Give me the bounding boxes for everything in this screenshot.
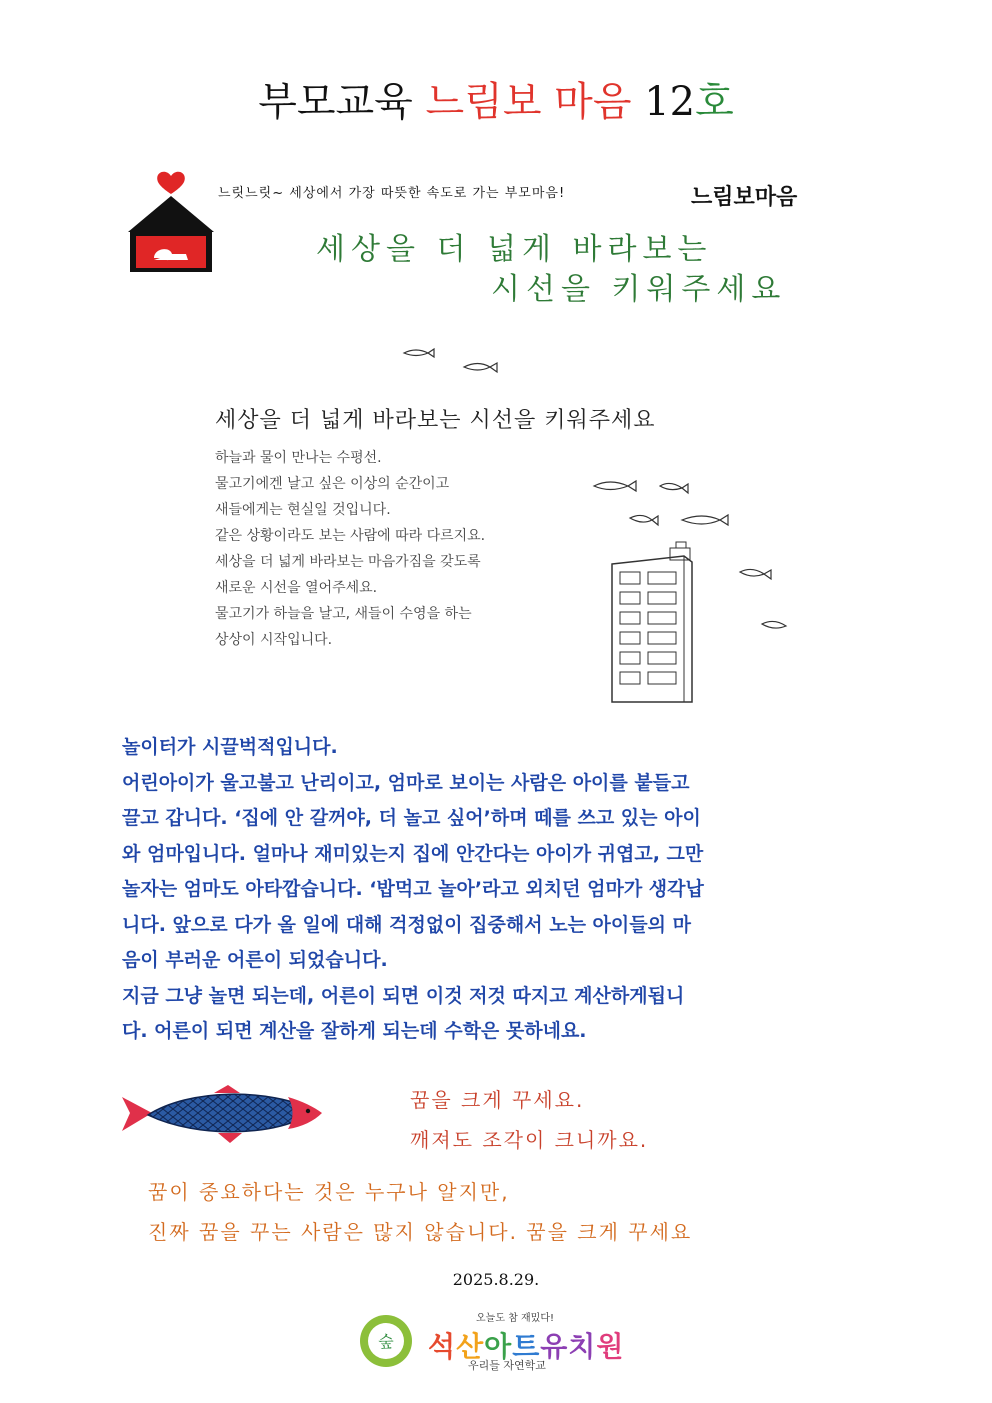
seal-logo-icon bbox=[358, 1313, 414, 1369]
title-part-4: 호 bbox=[695, 79, 734, 125]
essay-line: 다. 어른이 되면 계산을 잘하게 되는데 수학은 못하네요. bbox=[122, 1020, 587, 1042]
handwritten-line: 하늘과 물이 만나는 수평선. bbox=[215, 450, 382, 466]
kindergarten-name-char: 석 bbox=[428, 1330, 457, 1363]
essay-line: 놀자는 엄마도 아타깝습니다. ‘밥먹고 놀아’라고 외치던 엄마가 생각납 bbox=[122, 878, 704, 900]
kindergarten-motto: 오늘도 참 재밌다! bbox=[476, 1313, 554, 1324]
handwritten-line: 새로운 시선을 열어주세요. bbox=[215, 580, 378, 596]
issue-date: 2025.8.29. bbox=[452, 1270, 540, 1289]
house-heart-icon bbox=[126, 170, 216, 280]
seal-text: 숲 bbox=[378, 1332, 394, 1351]
title-part-1: 부모교육 bbox=[258, 79, 413, 125]
handwritten-line: 새들에게는 현실일 것입니다. bbox=[215, 502, 391, 518]
headline-line-1: 세상을 더 넓게 바라보는 bbox=[316, 232, 713, 267]
headline bbox=[316, 230, 786, 310]
title-part-3: 12 bbox=[644, 79, 696, 125]
apartment-building-icon bbox=[608, 540, 698, 705]
handwritten-line: 같은 상황이라도 보는 사람에 따라 다르지요. bbox=[215, 528, 486, 544]
kindergarten-name-char: 원 bbox=[596, 1330, 625, 1363]
tagline: 느릿느릿~ 세상에서 가장 따뜻한 속도로 가는 부모마음! bbox=[218, 186, 566, 201]
kindergarten-name-char: 아 bbox=[484, 1330, 513, 1363]
handwritten-body bbox=[215, 445, 485, 653]
essay-line: 음이 부러운 어른이 되었습니다. bbox=[122, 949, 388, 971]
handwritten-line: 물고기에겐 날고 싶은 이상의 순간이고 bbox=[215, 476, 450, 492]
dream-line-1: 꿈을 크게 꾸세요. bbox=[410, 1088, 585, 1112]
big-fish-illustration-icon bbox=[118, 1085, 328, 1145]
dream-closing bbox=[148, 1172, 692, 1252]
kindergarten-name-char: 유치 bbox=[540, 1330, 597, 1363]
handwritten-line: 세상을 더 넓게 바라보는 마음가짐을 갖도록 bbox=[215, 554, 481, 570]
essay-line: 끌고 갑니다. ‘집에 안 갈꺼야, 더 놀고 싶어’하며 떼를 쓰고 있는 아이 bbox=[122, 807, 701, 829]
kindergarten-name-char: 트 bbox=[512, 1330, 541, 1363]
title-part-2: 느림보 마음 bbox=[425, 79, 632, 125]
kindergarten-subtitle: 우리들 자연학교 bbox=[468, 1359, 546, 1372]
essay-line: 어린아이가 울고불고 난리이고, 엄마로 보이는 사람은 아이를 붙들고 bbox=[122, 771, 690, 794]
essay-text bbox=[122, 730, 878, 1050]
handwritten-line: 물고기가 하늘을 날고, 새들이 수영을 하는 bbox=[215, 606, 472, 622]
dream-quote bbox=[410, 1080, 648, 1160]
kindergarten-name-char: 산 bbox=[456, 1330, 485, 1363]
dream-line-4: 진짜 꿈을 꾸는 사람은 많지 않습니다. 꿈을 크게 꾸세요 bbox=[148, 1220, 693, 1244]
essay-line: 니다. 앞으로 다가 올 일에 대해 걱정없이 집중해서 노는 아이들의 마 bbox=[122, 913, 691, 936]
brand-name: 느림보마음 bbox=[691, 185, 798, 210]
handwritten-line: 상상이 시작입니다. bbox=[215, 632, 333, 648]
kindergarten-logo bbox=[358, 1305, 658, 1375]
dream-line-3: 꿈이 중요하다는 것은 누구나 알지만, bbox=[148, 1180, 510, 1204]
essay-line: 지금 그냥 놀면 되는데, 어른이 되면 이것 저것 따지고 계산하게됩니 bbox=[122, 984, 685, 1007]
page-title bbox=[0, 70, 992, 127]
essay-line: 와 엄마입니다. 얼마나 재미있는지 집에 안간다는 아이가 귀엽고, 그만 bbox=[122, 842, 704, 865]
handwritten-title: 세상을 더 넓게 바라보는 시선을 키워주세요 bbox=[215, 408, 656, 433]
banner bbox=[126, 170, 826, 310]
dream-line-2: 깨져도 조각이 크니까요. bbox=[410, 1128, 649, 1152]
headline-line-2: 시선을 키워주세요 bbox=[491, 272, 787, 307]
essay-line: 놀이터가 시끌벅적입니다. bbox=[122, 736, 338, 758]
small-fish-pair-icon bbox=[400, 345, 510, 380]
